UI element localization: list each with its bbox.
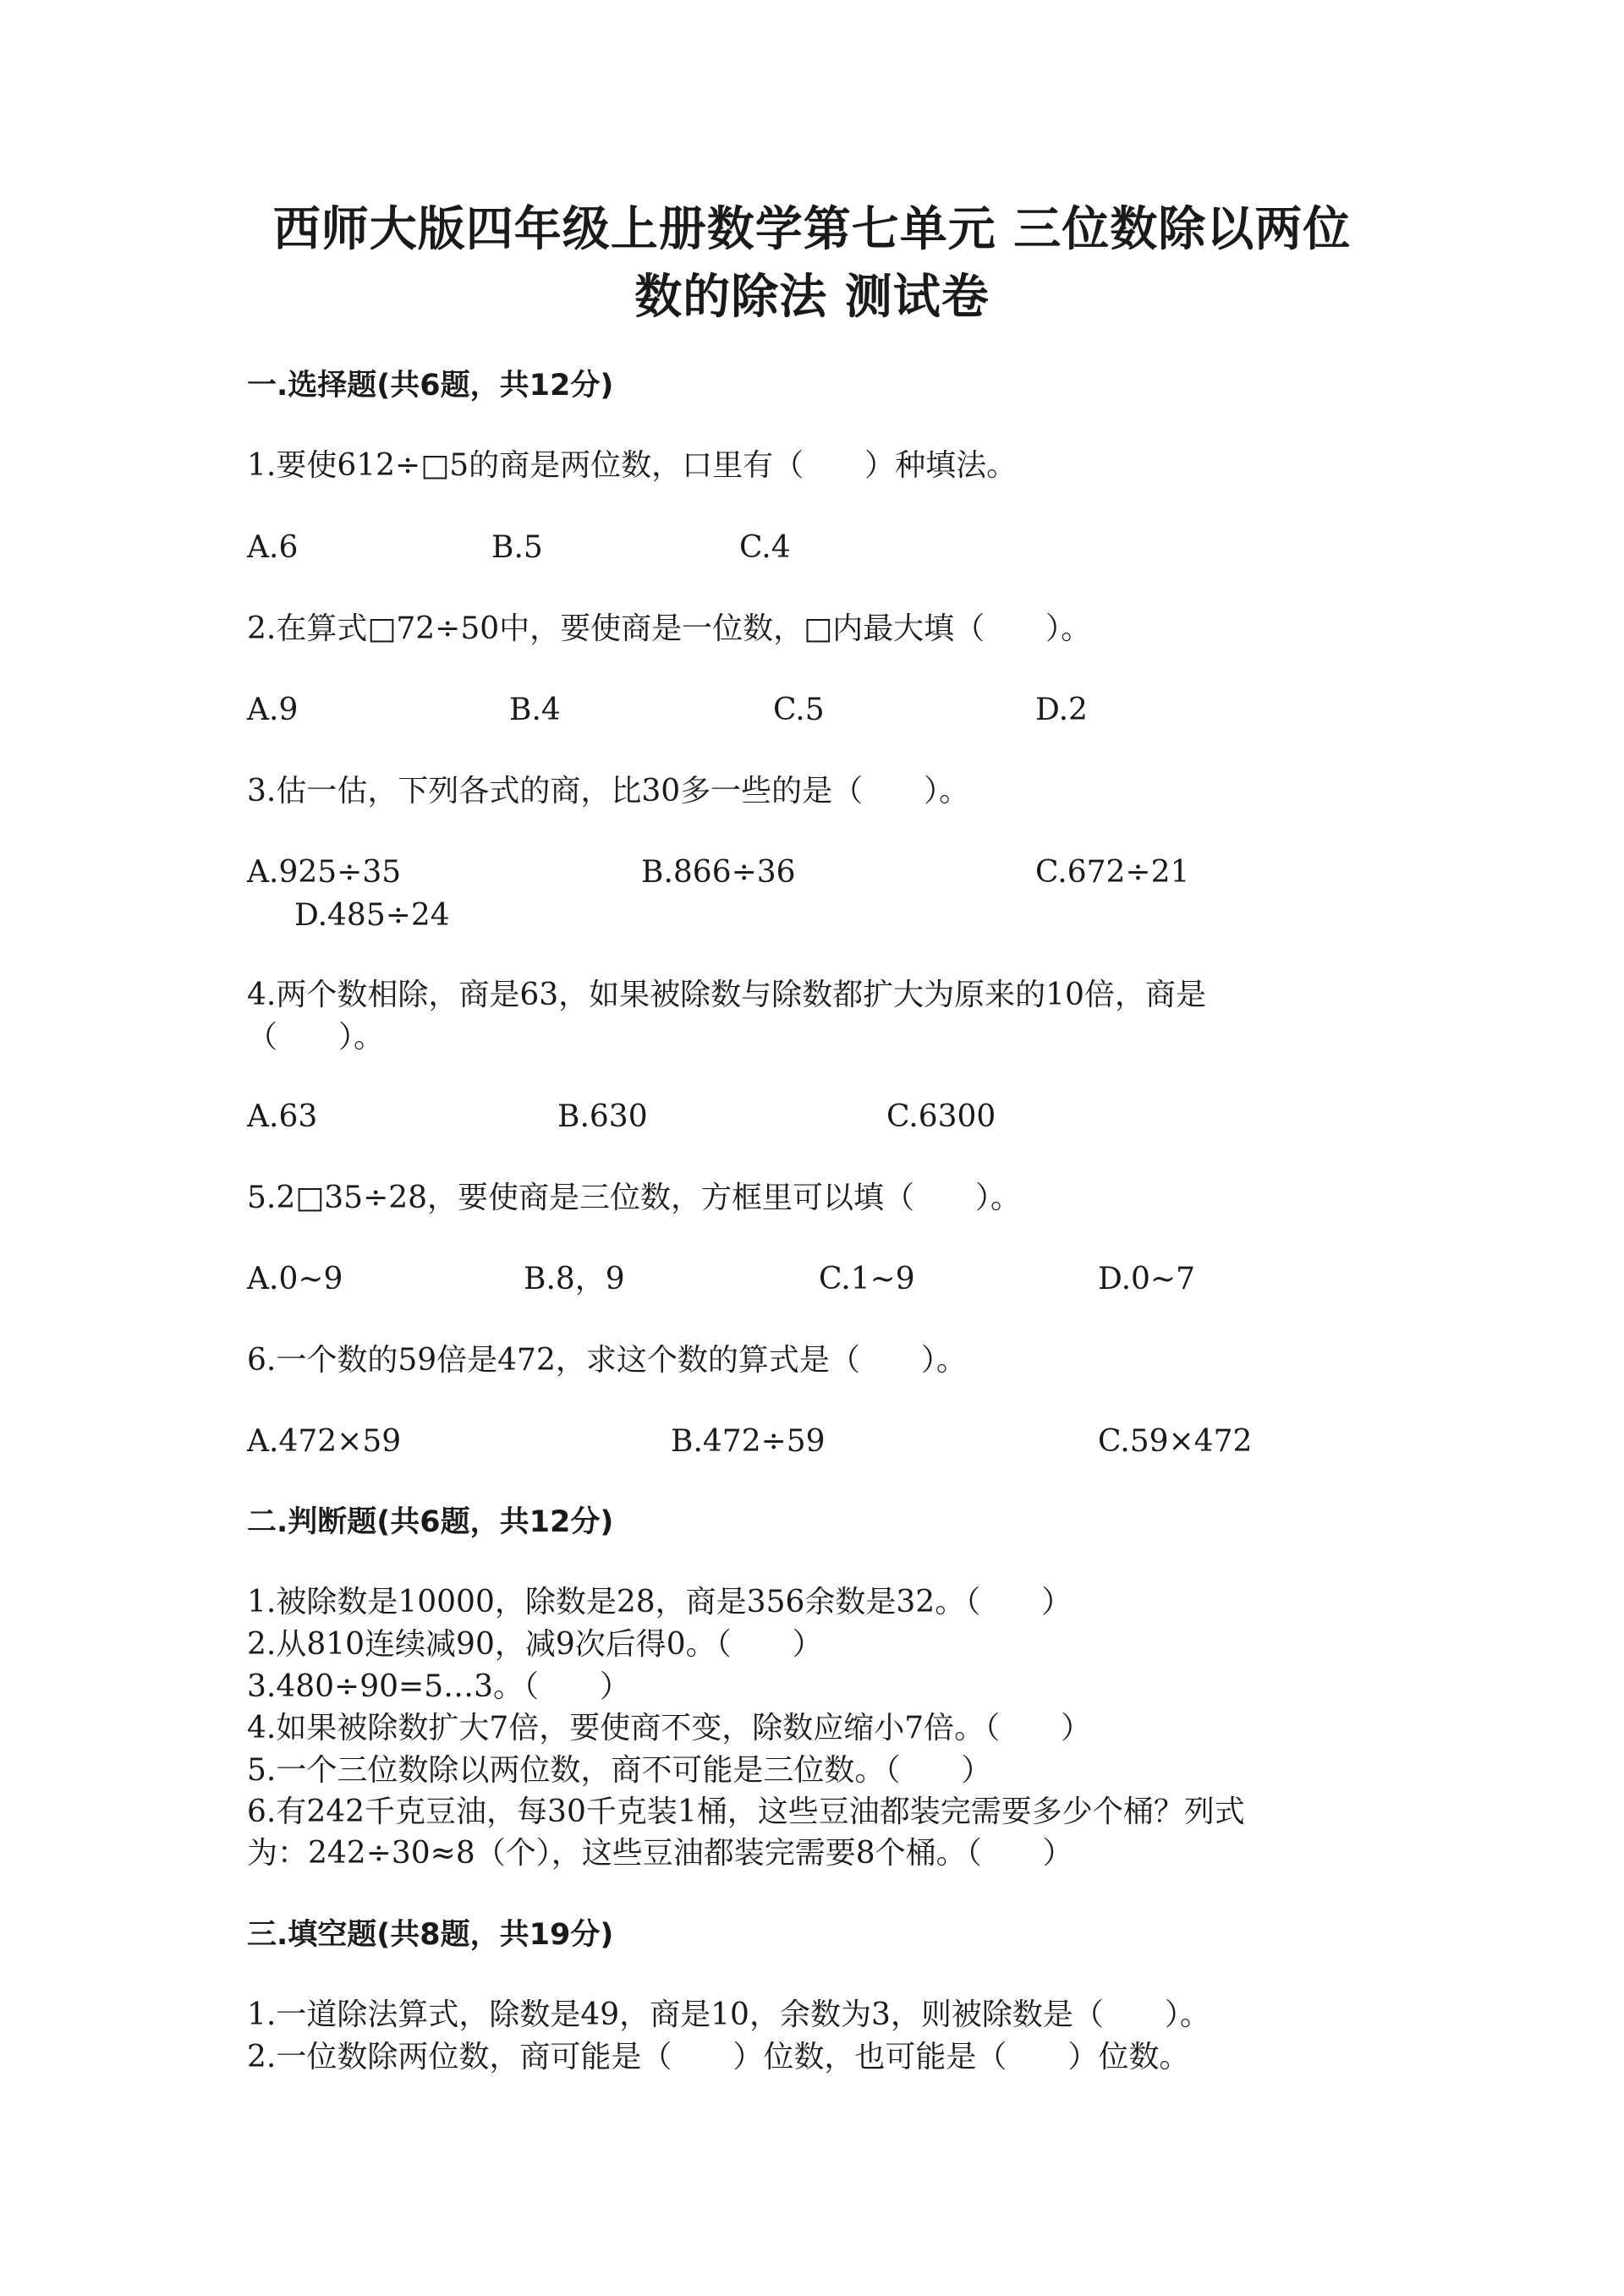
option-c: C.59×472 bbox=[1098, 1424, 1253, 1459]
option-d: D.485÷24 bbox=[294, 898, 450, 933]
question-text: 3.估一估，下列各式的商，比30多一些的是（ ）。 bbox=[247, 774, 970, 808]
question-text: 4.两个数相除，商是63，如果被除数与除数都扩大为原来的10倍，商是 bbox=[247, 978, 1206, 1012]
section-heading-choice: 一.选择题(共6题，共12分) bbox=[247, 369, 614, 403]
option-a: A.9 bbox=[247, 693, 299, 727]
statement-line: 3.480÷90=5…3。（ ） bbox=[247, 1669, 631, 1704]
option-b: B.630 bbox=[557, 1099, 648, 1134]
section-heading-fill-blank: 三.填空题(共8题，共19分) bbox=[247, 1918, 614, 1952]
statement-line: 6.有242千克豆油，每30千克装1桶，这些豆油都装完需要多少个桶？列式 bbox=[247, 1795, 1245, 1829]
option-a: A.6 bbox=[247, 530, 299, 565]
question-text-continued: （ ）。 bbox=[247, 1020, 385, 1055]
option-d: D.2 bbox=[1035, 693, 1088, 727]
page-title-line-2: 数的除法 测试卷 bbox=[634, 270, 990, 325]
option-b: B.8，9 bbox=[524, 1262, 625, 1296]
option-b: B.472÷59 bbox=[671, 1424, 826, 1459]
question-text: 6.一个数的59倍是472，求这个数的算式是（ ）。 bbox=[247, 1343, 967, 1378]
statement-line-continued: 为：242÷30≈8（个），这些豆油都装完需要8个桶。（ ） bbox=[247, 1836, 1073, 1871]
question-text: 2.在算式□72÷50中，要使商是一位数，□内最大填（ ）。 bbox=[247, 611, 1092, 646]
option-b: B.4 bbox=[509, 693, 561, 727]
fill-blank-line: 1.一道除法算式，除数是49，商是10，余数为3，则被除数是（ ）。 bbox=[247, 1997, 1210, 2032]
option-a: A.925÷35 bbox=[247, 855, 402, 890]
option-c: C.1~9 bbox=[819, 1262, 915, 1296]
statement-line: 1.被除数是10000，除数是28，商是356余数是32。（ ） bbox=[247, 1585, 1073, 1619]
option-b: B.5 bbox=[491, 530, 543, 565]
option-c: C.5 bbox=[773, 693, 825, 727]
question-text: 5.2□35÷28，要使商是三位数，方框里可以填（ ）。 bbox=[247, 1181, 1022, 1215]
statement-line: 5.一个三位数除以两位数，商不可能是三位数。（ ） bbox=[247, 1753, 992, 1788]
fill-blank-line: 2.一位数除两位数，商可能是（ ）位数，也可能是（ ）位数。 bbox=[247, 2040, 1190, 2074]
question-text: 1.要使612÷□5的商是两位数，口里有（ ）种填法。 bbox=[247, 448, 1018, 483]
option-c: C.672÷21 bbox=[1035, 855, 1190, 890]
option-b: B.866÷36 bbox=[641, 855, 796, 890]
page-title-line-1: 西师大版四年级上册数学第七单元 三位数除以两位 bbox=[272, 202, 1352, 257]
option-c: C.6300 bbox=[886, 1099, 996, 1134]
option-c: C.4 bbox=[739, 530, 791, 565]
statement-line: 2.从810连续减90，减9次后得0。（ ） bbox=[247, 1627, 823, 1662]
option-a: A.0~9 bbox=[247, 1262, 343, 1296]
option-a: A.472×59 bbox=[247, 1424, 402, 1459]
option-d: D.0~7 bbox=[1098, 1262, 1195, 1296]
statement-line: 4.如果被除数扩大7倍，要使商不变，除数应缩小7倍。（ ） bbox=[247, 1711, 1092, 1745]
section-heading-judgement: 二.判断题(共6题，共12分) bbox=[247, 1505, 614, 1539]
option-a: A.63 bbox=[247, 1099, 318, 1134]
